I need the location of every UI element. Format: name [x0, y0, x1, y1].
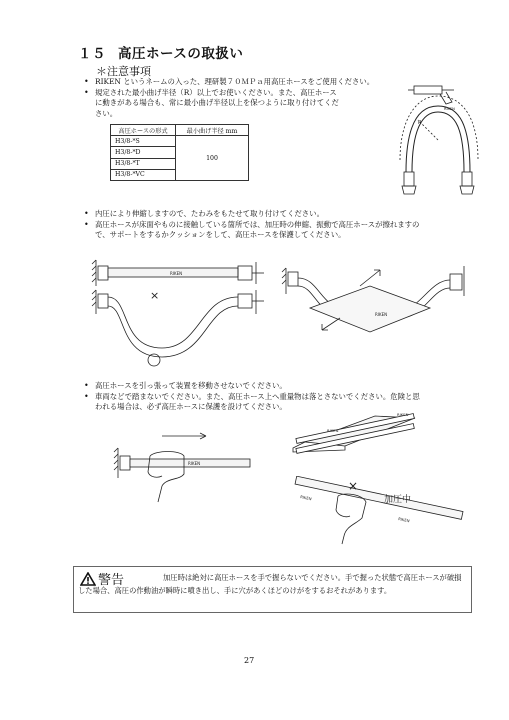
- pressurizing-label: 加圧中: [384, 495, 412, 505]
- ng-mark-icon: ×: [348, 479, 359, 493]
- table-cell: H3/8-*D: [111, 147, 176, 158]
- top-fitting-icon: [414, 86, 442, 94]
- bend-radius-figure: [378, 80, 486, 198]
- section-title-text: 高圧ホースの取扱い: [118, 46, 244, 62]
- warning-heading-text: 警告: [98, 573, 125, 588]
- table-header: 最小曲げ半径 mm: [176, 125, 249, 136]
- page-number: 27: [244, 656, 255, 665]
- hose-label: RIKEN: [397, 412, 409, 417]
- hose-label: RIKEN: [444, 107, 455, 111]
- grip-pressurized-figure: [290, 476, 470, 546]
- table-cell: H3/8-*S: [111, 136, 176, 147]
- bullet-item: • 規定された最小曲げ半径（R）以上でお使いください。また、高圧ホース: [83, 88, 383, 99]
- hose-label: RIKEN: [375, 312, 388, 317]
- bullet-item: • 高圧ホースを引っ張って装置を移動させないでください。: [83, 381, 483, 392]
- section-number: １５: [78, 46, 106, 62]
- hose-label: RIKEN: [397, 516, 411, 524]
- bullet-list-top: [83, 77, 383, 119]
- bullet-item: • RIKEN というネームの入った、理研製７０ＭＰａ用高圧ホースをご使用ください。: [83, 77, 383, 88]
- table-header-row: [111, 125, 249, 136]
- bullet-item: • 高圧ホースが床面やものに接触している箇所では、加圧時の伸縮、振動で高圧ホースが擦れますの で、サポートをするかクッションをして、高圧ホースを保護してください。: [83, 220, 483, 241]
- section-title: [78, 42, 243, 62]
- hose-label: RIKEN: [299, 494, 313, 502]
- hose-label: RIKEN: [188, 461, 201, 466]
- ng-mark-icon: ×: [150, 289, 160, 302]
- hose-floor-figure: [280, 256, 470, 336]
- table-cell-value: 100: [176, 136, 249, 181]
- bullet-item: • 内圧により伸縮しますので、たわみをもたせて取り付けてください。: [83, 209, 483, 220]
- ramp-protect-figure: [285, 402, 435, 458]
- slack-hose-figure: [90, 256, 270, 374]
- table-header: 高圧ホースの形式: [111, 125, 176, 136]
- bullet-item: • 車両などで踏まないでください。また、高圧ホース上へ重量物は落とさないでください。危険と思 われる場合は、必ず高圧ホースに保護を設けてください。: [83, 392, 483, 413]
- table-cell: H3/8-*T: [111, 158, 176, 169]
- spec-table: [110, 124, 249, 181]
- table-row: [111, 136, 249, 147]
- hose-label: RIKEN: [170, 271, 183, 276]
- bullet-list-mid: [83, 209, 483, 241]
- hose-label: RIKEN: [327, 428, 339, 433]
- table-cell: H3/8-*VC: [111, 169, 176, 180]
- pulling-hose-figure: [110, 432, 260, 512]
- bullet-item-continuation: に動きがある場合も、常に最小曲げ半径以上を保つように取り付けてくだ さい。: [95, 98, 339, 118]
- warning-text: 加圧時は絶対に高圧ホースを手で握らないでください。手で握った状態で高圧ホースが破損した場合、高圧の作動油が瞬時に噴き出し、手に穴があくほどのけがをするおそれがあります。: [78, 573, 462, 595]
- radius-label: R: [418, 120, 422, 126]
- notes-heading: ＊注意事項: [96, 65, 151, 78]
